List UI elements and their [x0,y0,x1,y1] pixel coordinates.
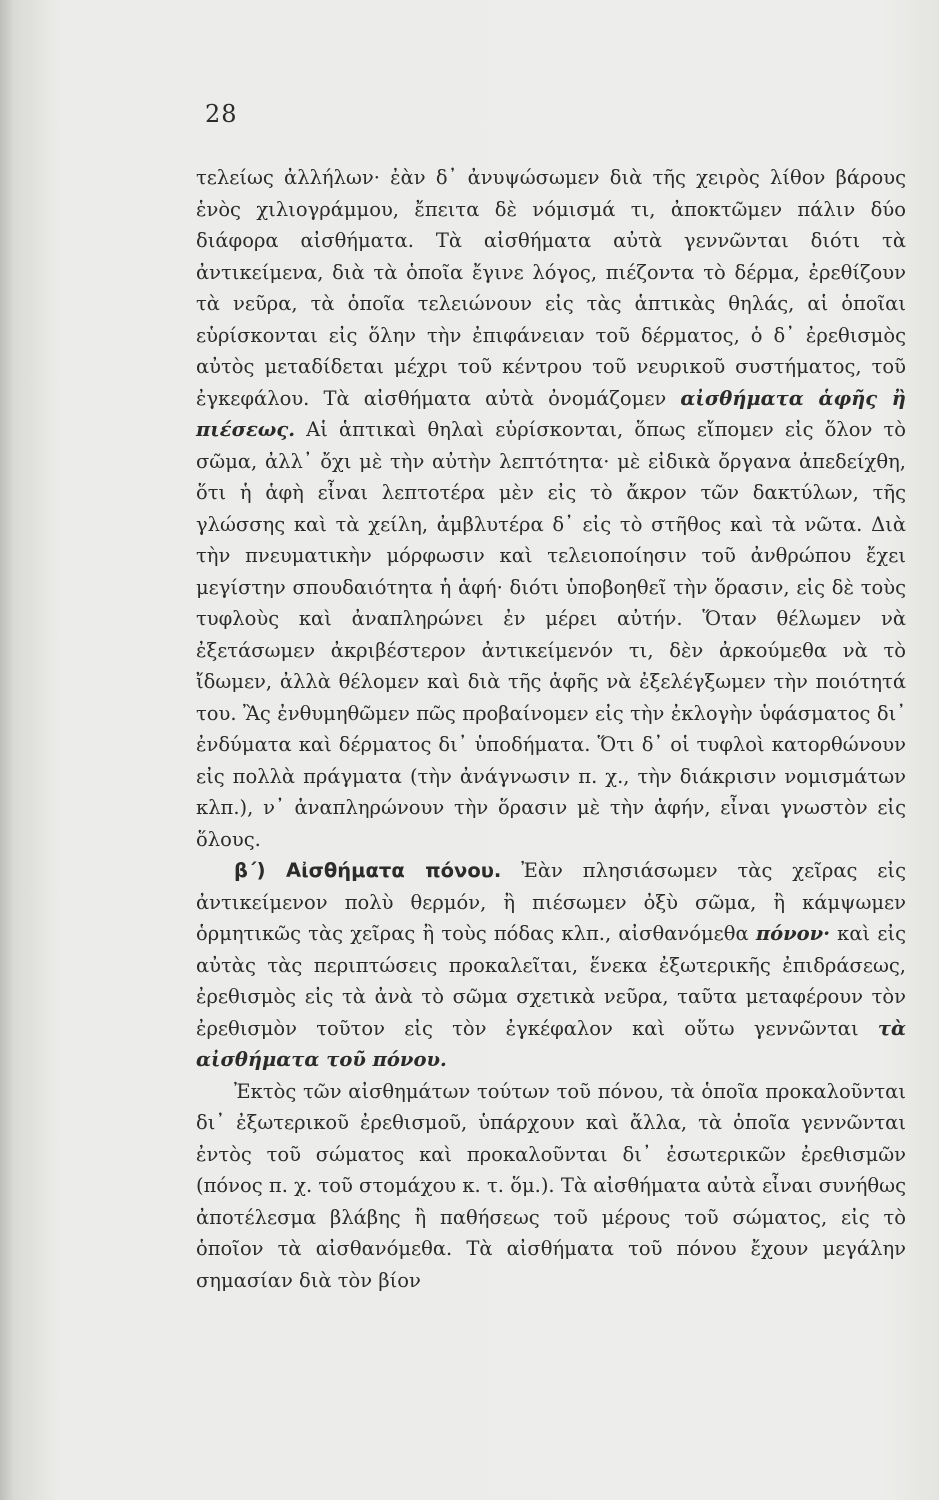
term-touch-pressure: αἰσθήματα ἁφῆς ἢ πιέσεως. [196,386,906,441]
term-pain: πόνον· [755,922,830,945]
paragraph-internal-pain [196,1076,906,1297]
section-heading-pain: β΄) Αἰσθήματα πόνου. [234,859,502,882]
paragraph-internal-pain-text: Ἐκτὸς τῶν αἰσθημάτων τούτων τοῦ πόνου, τὰ ὁποῖα προκαλοῦνται δι᾽ ἐξωτερικοῦ ἐρεθισμοῦ, ὑπάρχουν καὶ ἄλλα, τὰ ὁποῖα γεννῶνται ἐντὸς τοῦ σώματος καὶ προκαλοῦνται δι᾽ ἐσωτερικῶν ἐρεθισμῶν (πόνος π. χ. τοῦ στομάχου κ. τ. ὅμ.). Τὰ αἰσθήματα αὐτὰ εἶναι συνήθως ἀποτέλεσμα βλάβης ἢ παθήσεως τοῦ μέρους τοῦ σώματος, εἰς τὸ ὁποῖον τὰ αἰσθανόμεθα. Τὰ αἰσθήματα τοῦ πόνου ἔχουν μεγάλην σημασίαν διὰ τὸν βίον [196,1079,906,1292]
body-text [196,162,906,1296]
paragraph-pain [196,855,906,1076]
paragraph-touch [196,162,906,855]
paragraph-pain-part1: Ἐὰν πλησιάσωμεν τὰς χεῖρας εἰς ἀντικείμενον πολὺ θερμόν, ἢ πιέσωμεν ὀξὺ σῶμα, ἢ κάμψωμεν ὁρμητικῶς τὰς χεῖρας ἢ τοὺς πόδας κλπ., αἰσθανόμεθα [196,859,906,945]
term-pain-sensations: τὰ αἰσθήματα τοῦ πόνου. [196,1016,906,1071]
paragraph-touch-part1: τελείως ἀλλήλων· ἐὰν δ᾽ ἀνυψώσωμεν διὰ τῆς χειρὸς λίθον βάρους ἑνὸς χιλιογράμμου, ἔπειτα δὲ νόμισμά τι, ἀποκτῶμεν πάλιν δύο διάφορα αἰσθήματα. Τὰ αἰσθήματα αὐτὰ γεννῶνται διότι τὰ ἀντικείμενα, διὰ τὰ ὁποῖα ἔγινε λόγος, πιέζοντα τὸ δέρμα, ἐρεθίζουν τὰ νεῦρα, τὰ ὁποῖα τελειώνουν εἰς τὰς ἁπτικὰς θηλάς, αἱ ὁποῖαι εὑρίσκονται εἰς ὅλην τὴν ἐπιφάνειαν τοῦ δέρματος, ὁ δ᾽ ἐρεθισμὸς αὐτὸς μεταδίδεται μέχρι τοῦ κέντρου τοῦ νευρικοῦ συστήματος, τοῦ ἐγκεφάλου. Τὰ αἰσθήματα αὐτὰ ὀνομάζομεν [196,166,906,410]
page-number: 28 [205,100,238,128]
paragraph-touch-part2: Αἱ ἁπτικαὶ θηλαὶ εὑρίσκονται, ὅπως εἴπομεν εἰς ὅλον τὸ σῶμα, ἀλλ᾽ ὄχι μὲ τὴν αὐτὴν λεπτότητα· μὲ εἰδικὰ ὄργανα ἀπεδείχθη, ὅτι ἡ ἁφὴ εἶναι λεπτοτέρα μὲν εἰς τὸ ἄκρον τῶν δακτύλων, τῆς γλώσσης καὶ τὰ χείλη, ἀμβλυτέρα δ᾽ εἰς τὸ στῆθος καὶ τὰ νῶτα. Διὰ τὴν πνευματικὴν μόρφωσιν καὶ τελειοποίησιν τοῦ ἀνθρώπου ἔχει μεγίστην σπουδαιότητα ἡ ἁφή· διότι ὑποβοηθεῖ τὴν ὅρασιν, εἰς δὲ τοὺς τυφλοὺς καὶ ἀναπληρώνει ἐν μέρει αὐτήν. Ὅταν θέλωμεν νὰ ἐξετάσωμεν ἀκριβέστερον ἀντικείμενόν τι, δὲν ἀρκούμεθα νὰ τὸ ἴδωμεν, ἀλλὰ θέλομεν καὶ διὰ τῆς ἁφῆς νὰ ἐξελέγξωμεν τὴν ποιότητά του. Ἂς ἐνθυμηθῶμεν πῶς προβαίνομεν εἰς τὴν ἐκλογὴν ὑφάσματος δι᾽ ἐνδύματα καὶ δέρματος δι᾽ ὑποδήματα. Ὅτι δ᾽ οἱ τυφλοὶ κατορθώνουν εἰς πολλὰ πράγματα (τὴν ἀνάγνωσιν π. χ., τὴν διάκρισιν νομισμάτων κλπ.), ν᾽ ἀναπληρώνουν τὴν ὅρασιν μὲ τὴν ἁφήν, εἶναι γνωστὸν εἰς ὅλους. [196,418,906,851]
paragraph-pain-part2: καὶ εἰς αὐτὰς τὰς περιπτώσεις προκαλεῖται, ἕνεκα ἐξωτερικῆς ἐπιδράσεως, ἐρεθισμὸς εἰς τὰ ἀνὰ τὸ σῶμα σχετικὰ νεῦρα, ταῦτα μεταφέρουν τὸν ἐρεθισμὸν τοῦτον εἰς τὸν ἐγκέφαλον καὶ οὕτω γεννῶνται [196,922,907,1040]
